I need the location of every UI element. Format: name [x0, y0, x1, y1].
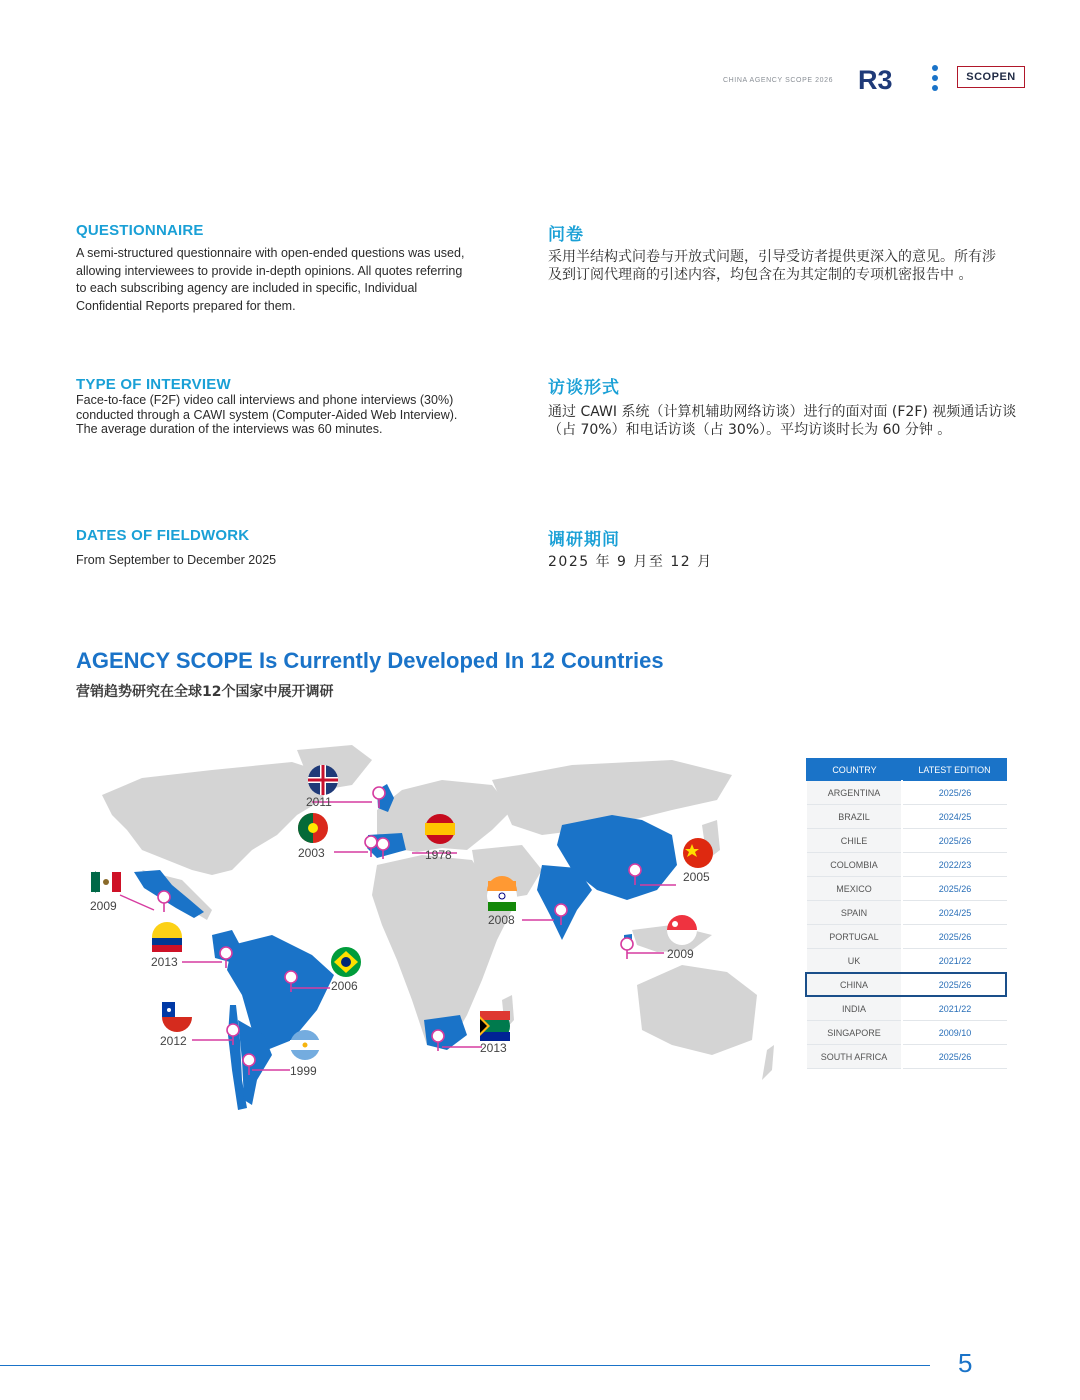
scope-title-en: AGENCY SCOPE Is Currently Developed In 12 Countries	[76, 648, 664, 673]
flag-india-icon	[487, 876, 517, 911]
world-map	[72, 740, 782, 1120]
year-label-singapore: 2009	[667, 947, 694, 961]
flag-argentina-icon	[290, 1030, 320, 1060]
flag-uk-icon	[308, 765, 338, 795]
questionnaire-body-cn: 采用半结构式问卷与开放式问题，引导受访者提供更深入的意见。所有涉及到订阅代理商的引述内容，均包含在为其定制的专项机密报告中 。	[548, 249, 996, 283]
year-label-colombia: 2013	[151, 955, 178, 969]
table-row	[807, 781, 1007, 805]
questionnaire-title-cn: 问卷	[548, 225, 584, 245]
table-row	[807, 853, 1007, 877]
table-cell-edition: 2022/23	[902, 853, 1006, 877]
table-row	[807, 877, 1007, 901]
table-row	[807, 997, 1007, 1021]
table-cell-edition: 2025/26	[902, 1045, 1006, 1069]
table-cell-edition: 2025/26	[902, 925, 1006, 949]
table-cell-country: SPAIN	[807, 901, 903, 925]
table-row	[807, 901, 1007, 925]
table-row	[807, 1021, 1007, 1045]
report-title: CHINA AGENCY SCOPE 2026	[723, 77, 834, 84]
table-cell-edition: 2024/25	[902, 901, 1006, 925]
flag-portugal-icon	[298, 813, 328, 843]
table-row	[807, 1045, 1007, 1069]
table-header-row	[807, 759, 1007, 781]
flag-brazil-icon	[331, 947, 361, 977]
fieldwork-body-cn: 2025 年 9 月至 12 月	[548, 554, 713, 570]
table-cell-country: UK	[807, 949, 903, 973]
table-header-edition: LATEST EDITION	[902, 759, 1006, 781]
table-cell-edition: 2025/26	[902, 829, 1006, 853]
table-header-country: COUNTRY	[807, 759, 903, 781]
flag-china-icon	[683, 838, 713, 868]
table-row	[807, 805, 1007, 829]
flag-chile-icon	[162, 1002, 192, 1032]
table-cell-country: INDIA	[807, 997, 903, 1021]
questionnaire-body-en: A semi-structured questionnaire with open-ended questions was used, allowing interviewees to provide in-depth opinions. All quotes referring to each subscribing agency are included in specific, Individual Confidential Reports prepared for them.	[76, 246, 465, 313]
fieldwork-title-en: DATES OF FIELDWORK	[76, 527, 250, 544]
dots-divider-icon	[930, 64, 940, 94]
year-label-argentina: 1999	[290, 1064, 317, 1078]
flag-south-africa-icon	[480, 1011, 510, 1041]
flag-spain-icon	[425, 814, 455, 844]
flag-mexico-icon	[91, 867, 121, 897]
r3-logo	[858, 64, 918, 94]
map-south-africa	[424, 1015, 467, 1050]
flag-colombia-icon	[152, 922, 182, 952]
table-cell-country: CHILE	[807, 829, 903, 853]
table-cell-country: SINGAPORE	[807, 1021, 903, 1045]
table-cell-country: MEXICO	[807, 877, 903, 901]
interview-body-en: Face-to-face (F2F) video call interviews and phone interviews (30%) conducted through a CAWI system (Computer-Aided Web Interview). The average duration of the interviews was 60 minutes.	[76, 393, 458, 436]
flag-singapore-icon	[667, 915, 697, 945]
page-number: 5	[958, 1348, 973, 1378]
year-label-india: 2008	[488, 913, 515, 927]
scopen-logo: SCOPEN	[957, 66, 1025, 88]
r3-logo-text: R3	[858, 65, 893, 94]
china-row-highlight	[805, 972, 1007, 997]
year-label-china: 2005	[683, 870, 710, 884]
table-cell-edition: 2025/26	[902, 781, 1006, 805]
table-cell-country: PORTUGAL	[807, 925, 903, 949]
table-row	[807, 949, 1007, 973]
table-row	[807, 829, 1007, 853]
table-cell-edition: 2009/10	[902, 1021, 1006, 1045]
table-cell-edition: 2024/25	[902, 805, 1006, 829]
year-label-spain: 1978	[425, 848, 452, 862]
table-cell-country: COLOMBIA	[807, 853, 903, 877]
interview-title-cn: 访谈形式	[548, 378, 620, 398]
interview-title-en: TYPE OF INTERVIEW	[76, 376, 231, 393]
interview-body-cn: 通过 CAWI 系统（计算机辅助网络访谈）进行的面对面 (F2F) 视频通话访谈（占 70%）和电话访谈（占 30%）。平均访谈时长为 60 分钟 。	[548, 404, 1017, 438]
fieldwork-title-cn: 调研期间	[548, 530, 620, 550]
table-cell-edition: 2025/26	[902, 877, 1006, 901]
table-cell-edition: 2025/26	[902, 973, 1006, 997]
table-cell-country: BRAZIL	[807, 805, 903, 829]
year-label-mexico: 2009	[90, 899, 117, 913]
fieldwork-body-en: From September to December 2025	[76, 553, 277, 567]
table-cell-edition: 2021/22	[902, 949, 1006, 973]
questionnaire-title-en: QUESTIONNAIRE	[76, 222, 204, 239]
year-label-south-africa: 2013	[480, 1041, 507, 1055]
year-label-brazil: 2006	[331, 979, 358, 993]
footer-divider	[0, 1365, 930, 1366]
table-cell-edition: 2021/22	[902, 997, 1006, 1021]
table-cell-country: CHINA	[807, 973, 903, 997]
table-cell-country: ARGENTINA	[807, 781, 903, 805]
pin-mexico-icon	[158, 891, 170, 912]
year-label-chile: 2012	[160, 1034, 187, 1048]
table-row	[807, 925, 1007, 949]
year-label-portugal: 2003	[298, 846, 325, 860]
scope-title-cn: 营销趋势研究在全球12个国家中展开调研	[76, 684, 334, 700]
editions-table	[806, 758, 1007, 1069]
year-label-uk: 2011	[306, 795, 332, 809]
table-cell-country: SOUTH AFRICA	[807, 1045, 903, 1069]
pin-singapore-icon	[621, 938, 633, 959]
